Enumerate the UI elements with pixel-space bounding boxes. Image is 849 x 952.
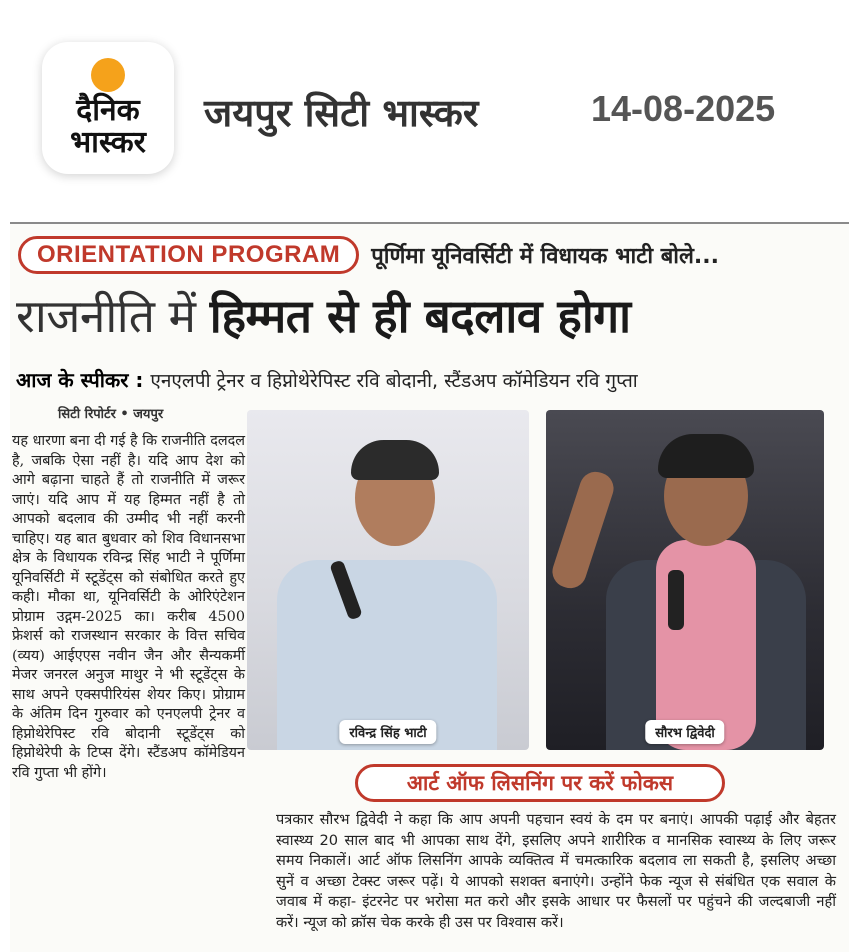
section-tag: ORIENTATION PROGRAM [18, 236, 359, 274]
headline-part1: राजनीति में [16, 289, 210, 343]
headline-part2: हिम्मत से ही बदलाव होगा [209, 289, 631, 343]
right-paragraph: पत्रकार सौरभ द्विवेदी ने कहा कि आप अपनी पहचान स्वयं के दम पर बनाएं। आपकी पढ़ाई और बेहतर स्वास्थ्य 20 साल बाद भी आपका साथ देंगे, इसलिए अपने शारीरिक व मानसिक स्वास्थ्य के लिए जरूर समय निकालें। आर्ट ऑफ लिसनिंग आपके व्यक्तित्व में चमत्कारिक बदलाव ला सकती है, इसलिए अच्छा सुनें व अच्छा टेक्स्ट जरूर पढ़ें। ये आपको सशक्त बनाएंगे। उन्होंने फेक न्यूज से संबंधित एक सवाल के जवाब में कहा- इंटरनेट पर भरोसा मत करो और इसके आधार पर फैसलों पर पहुंचने की जल्दबाजी नहीं करें। न्यूज को क्रॉस चेक करके ही उस पर विश्वास करें। [276, 811, 836, 931]
speaker-line [16, 366, 846, 393]
photo-caption-left: रविन्द्र सिंह भाटी [339, 720, 436, 744]
edition-date: 14-08-2025 [591, 88, 776, 129]
reporter-byline: सिटी रिपोर्टर • जयपुर [58, 407, 164, 422]
photo-caption-right: सौरभ द्विवेदी [645, 720, 724, 744]
speaker-prefix: आज के स्पीकर : [16, 368, 151, 392]
speaker-names: एनएलपी ट्रेनर व हिप्नोथेरेपिस्ट रवि बोदानी, स्टैंडअप कॉमेडियन रवि गुप्ता [150, 370, 638, 392]
logo-text-line1: दैनिक [76, 93, 140, 128]
logo-text-line2: भास्कर [70, 125, 146, 160]
left-paragraph: यह धारणा बना दी गई है कि राजनीति दलदल है, जबकि ऐसा नहीं है। यदि आप देश को आगे बढ़ाना चाहते हैं तो राजनीति में जरूर जाएं। यदि आप में यह हिम्मत नहीं है तो आपको बदलाव की उम्मीद भी नहीं करनी चाहिए। यह बात बुधवार को शिव विधानसभा क्षेत्र के विधायक रविन्द्र सिंह भाटी ने पूर्णिमा यूनिवर्सिटी में स्टूडेंट्स को संबोधित करते हुए कही। मौका था, यूनिवर्सिटी के ओरिएंटेशन प्रोग्राम उद्गम-2025 का। करीब 4500 फ्रेशर्स को राजस्थान सरकार के वित्त सचिव (व्यय) आईएएस नवीन जैन और सैन्यकर्मी मेजर जनरल अनुज माथुर ने भी स्टूडेंट्स के साथ अपने एक्सपीरियंस शेयर किए। प्रोग्राम के अंतिम दिन गुरुवार को एनएलपी ट्रेनर व हिप्नोथेरेपिस्ट रवि बोदानी स्टूडेंट्स को हिप्नोथेरेपी के टिप्स देंगे। स्टैंडअप कॉमेडियन रवि गुप्ता भी होंगे। [12, 433, 245, 781]
dainik-bhaskar-logo[interactable] [42, 42, 174, 174]
app-header [0, 0, 849, 215]
news-clipping [10, 222, 849, 952]
article-body-left [12, 432, 245, 952]
headline [16, 284, 846, 346]
article-body-right [276, 810, 836, 933]
tag-subtitle: पूर्णिमा यूनिवर्सिटी में विधायक भाटी बोले... [371, 244, 719, 269]
sub-headline: आर्ट ऑफ लिसनिंग पर करें फोकस [355, 764, 725, 802]
raised-arm [548, 468, 617, 593]
person-hair [658, 434, 754, 478]
edition-title: जयपुर सिटी भास्कर [204, 91, 479, 135]
photo-ravindra-bhati [247, 410, 529, 750]
photo-saurabh-dwivedi [546, 410, 824, 750]
microphone-icon [668, 570, 684, 630]
sun-icon [91, 58, 125, 92]
tag-row [18, 234, 719, 276]
person-hair [351, 440, 439, 480]
